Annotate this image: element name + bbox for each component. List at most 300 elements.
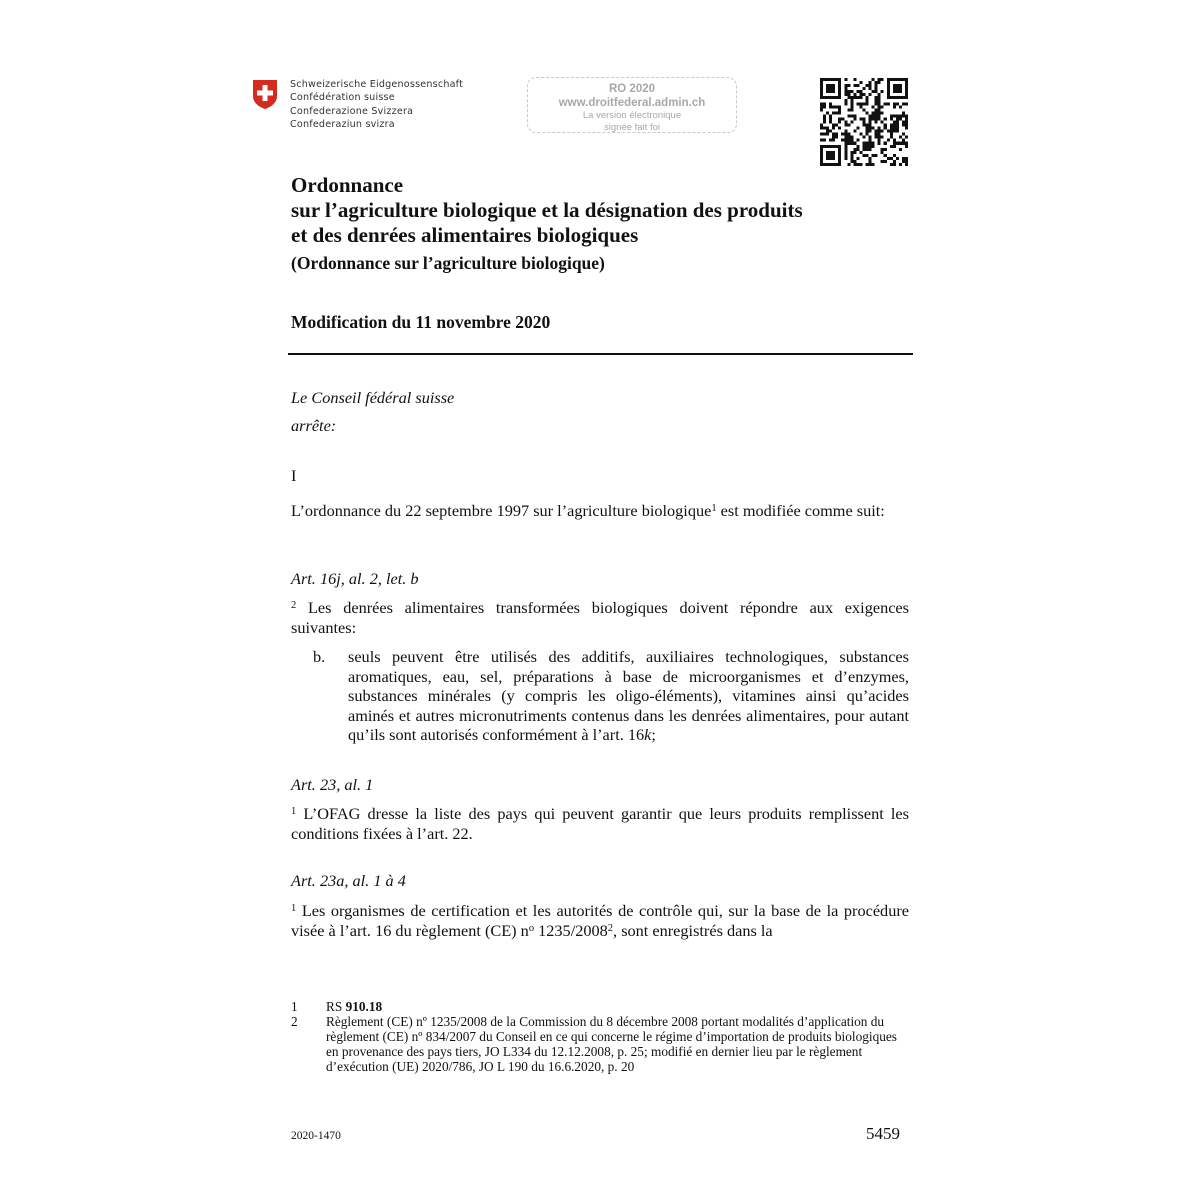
qr-module (853, 151, 856, 154)
qr-module (887, 78, 890, 81)
qr-module (832, 151, 835, 154)
qr-module (878, 142, 881, 145)
qr-module (875, 102, 878, 105)
qr-module (896, 90, 899, 93)
qr-module (850, 120, 853, 123)
qr-module (862, 154, 865, 157)
qr-module (838, 108, 841, 111)
qr-module (832, 78, 835, 81)
qr-module (850, 160, 853, 163)
qr-module (866, 148, 869, 151)
short-title: (Ordonnance sur l’agriculture biologique) (291, 253, 605, 273)
qr-module (847, 90, 850, 93)
qr-module (859, 90, 862, 93)
qr-module (823, 163, 826, 166)
qr-module (826, 127, 829, 130)
qr-module (844, 78, 847, 81)
qr-module (896, 127, 899, 130)
qr-module (866, 145, 869, 148)
confederation-name-rm: Confederaziun svizra (290, 119, 395, 131)
paragraph-text: L’OFAG dresse la liste des pays qui peuvent garantir que leurs produits remplissent les conditions fixées à l’art. 22. (291, 804, 909, 843)
qr-module (829, 105, 832, 108)
qr-module (893, 78, 896, 81)
qr-module (875, 136, 878, 139)
qr-module (853, 148, 856, 151)
qr-module (826, 96, 829, 99)
qr-module (893, 163, 896, 166)
qr-module (869, 142, 872, 145)
qr-module (869, 87, 872, 90)
document-title (291, 173, 931, 274)
qr-module (869, 136, 872, 139)
qr-module (887, 81, 890, 84)
qr-module (893, 87, 896, 90)
qr-module (893, 90, 896, 93)
qr-module (835, 78, 838, 81)
qr-module (829, 78, 832, 81)
qr-code-icon (820, 78, 908, 166)
qr-module (869, 139, 872, 142)
qr-module (896, 102, 899, 105)
qr-module (893, 142, 896, 145)
qr-module (878, 130, 881, 133)
qr-module (869, 145, 872, 148)
horizontal-divider (288, 353, 913, 355)
qr-module (844, 93, 847, 96)
qr-module (893, 124, 896, 127)
qr-module (878, 114, 881, 117)
title-line-1: Ordonnance (291, 173, 404, 197)
qr-module (890, 117, 893, 120)
confederation-name-de: Schweizerische Eidgenossenschaft (290, 79, 464, 90)
qr-module (820, 148, 823, 151)
qr-module (869, 148, 872, 151)
qr-module (832, 90, 835, 93)
qr-module (875, 117, 878, 120)
qr-module (905, 117, 908, 120)
qr-module (872, 105, 875, 108)
qr-module (878, 93, 881, 96)
qr-module (856, 157, 859, 160)
qr-module (838, 120, 841, 123)
qr-module (844, 120, 847, 123)
qr-module (826, 111, 829, 114)
qr-module (853, 142, 856, 145)
qr-module (869, 120, 872, 123)
qr-module (875, 111, 878, 114)
qr-module (905, 114, 908, 117)
qr-module (850, 136, 853, 139)
qr-module (829, 84, 832, 87)
qr-module (878, 127, 881, 130)
official-publication-stamp (527, 77, 737, 133)
qr-module (859, 105, 862, 108)
qr-module (866, 102, 869, 105)
qr-module (887, 87, 890, 90)
qr-module (881, 78, 884, 81)
qr-module (826, 90, 829, 93)
qr-module (826, 154, 829, 157)
qr-module (859, 117, 862, 120)
paragraph-number: 1 (291, 903, 297, 914)
qr-module (862, 145, 865, 148)
qr-module (881, 111, 884, 114)
qr-module (905, 124, 908, 127)
qr-module (832, 124, 835, 127)
qr-module (850, 151, 853, 154)
qr-module (878, 99, 881, 102)
intro-text: L’ordonnance du 22 septembre 1997 sur l’agriculture biologique (291, 501, 712, 520)
qr-module (844, 90, 847, 93)
qr-module (829, 114, 832, 117)
qr-module (869, 160, 872, 163)
qr-module (890, 114, 893, 117)
qr-module (850, 108, 853, 111)
qr-module (826, 133, 829, 136)
qr-module (902, 114, 905, 117)
qr-module (869, 114, 872, 117)
qr-module (829, 157, 832, 160)
article-paragraph (291, 598, 909, 637)
stamp-website: www.droitfederal.admin.ch (558, 97, 706, 109)
qr-module (826, 157, 829, 160)
qr-module (838, 93, 841, 96)
qr-module (884, 148, 887, 151)
qr-module (850, 99, 853, 102)
qr-module (829, 139, 832, 142)
list-item-end: ; (651, 725, 656, 744)
confederation-name-it: Confederazione Svizzera (290, 105, 414, 117)
qr-module (902, 139, 905, 142)
qr-module (862, 124, 865, 127)
qr-module (899, 117, 902, 120)
footnote-ref: 1 (711, 503, 717, 514)
qr-module (850, 142, 853, 145)
qr-module (899, 105, 902, 108)
qr-module (823, 114, 826, 117)
qr-module (856, 139, 859, 142)
qr-module (859, 96, 862, 99)
qr-module (853, 130, 856, 133)
qr-module (890, 133, 893, 136)
qr-module (820, 127, 823, 130)
qr-module (820, 87, 823, 90)
article-paragraph (291, 804, 909, 843)
qr-module (844, 99, 847, 102)
qr-module (890, 136, 893, 139)
qr-module (826, 87, 829, 90)
preamble (291, 384, 454, 440)
qr-module (853, 160, 856, 163)
qr-module (866, 154, 869, 157)
qr-module (893, 84, 896, 87)
qr-module (820, 163, 823, 166)
qr-module (878, 105, 881, 108)
qr-module (820, 90, 823, 93)
qr-module (872, 78, 875, 81)
qr-module (856, 102, 859, 105)
qr-module (838, 96, 841, 99)
qr-module (890, 145, 893, 148)
qr-module (887, 130, 890, 133)
qr-module (820, 102, 823, 105)
qr-module (893, 154, 896, 157)
qr-module (820, 160, 823, 163)
qr-module (887, 139, 890, 142)
qr-module (890, 96, 893, 99)
qr-module (893, 139, 896, 142)
qr-module (835, 136, 838, 139)
qr-module (902, 157, 905, 160)
qr-module (869, 84, 872, 87)
qr-module (847, 84, 850, 87)
paragraph-text: Les denrées alimentaires transformées biologiques doivent répondre aux exigences suivantes: (291, 598, 909, 637)
qr-module (850, 96, 853, 99)
qr-module (826, 84, 829, 87)
qr-module (862, 93, 865, 96)
qr-module (899, 87, 902, 90)
qr-module (890, 130, 893, 133)
qr-module (856, 96, 859, 99)
qr-module (838, 117, 841, 120)
qr-module (829, 163, 832, 166)
qr-module (820, 105, 823, 108)
qr-module (905, 127, 908, 130)
qr-module (896, 87, 899, 90)
qr-module (838, 160, 841, 163)
qr-module (838, 163, 841, 166)
qr-module (835, 145, 838, 148)
qr-module (896, 114, 899, 117)
footnote-text: Règlement (CE) nº 1235/2008 de la Commission du 8 décembre 2008 portant modalités d’application du règlement (CE) nº 834/2007 du Conseil en ce qui concerne le régime d’importation de produits biologiques en provenance des pays tiers, JO L334 du 12.12.2008, p. 25; modifié en dernier lieu par le règlement d’exécution (UE) 2020/786, JO L 190 du 16.6.2020, p. 20 (326, 1014, 897, 1074)
qr-module (866, 96, 869, 99)
qr-module (820, 154, 823, 157)
qr-module (902, 160, 905, 163)
qr-module (875, 130, 878, 133)
qr-module (881, 148, 884, 151)
qr-module (853, 93, 856, 96)
qr-module (859, 81, 862, 84)
paragraph-text-3: , sont enregistrés dans la (613, 920, 773, 940)
qr-module (899, 142, 902, 145)
qr-module (878, 136, 881, 139)
qr-module (869, 163, 872, 166)
qr-module (838, 84, 841, 87)
qr-module (881, 160, 884, 163)
qr-module (899, 84, 902, 87)
qr-module (841, 139, 844, 142)
qr-module (850, 157, 853, 160)
qr-module (887, 96, 890, 99)
qr-module (847, 136, 850, 139)
qr-module (832, 87, 835, 90)
confederation-names (290, 78, 463, 132)
qr-module (884, 117, 887, 120)
qr-module (838, 81, 841, 84)
qr-module (878, 111, 881, 114)
qr-module (902, 96, 905, 99)
qr-module (902, 102, 905, 105)
qr-module (875, 133, 878, 136)
qr-module (829, 117, 832, 120)
qr-module (841, 133, 844, 136)
qr-module (869, 81, 872, 84)
qr-module (823, 120, 826, 123)
paragraph-number: 1 (291, 806, 297, 817)
qr-module (844, 87, 847, 90)
qr-module (875, 120, 878, 123)
qr-module (847, 163, 850, 166)
qr-module (893, 130, 896, 133)
qr-module (881, 136, 884, 139)
qr-module (878, 108, 881, 111)
qr-module (866, 99, 869, 102)
qr-module (835, 111, 838, 114)
qr-module (875, 90, 878, 93)
qr-module (844, 130, 847, 133)
qr-module (866, 84, 869, 87)
qr-module (832, 136, 835, 139)
qr-module (847, 108, 850, 111)
footnote-number: 1 (291, 999, 298, 1014)
qr-module (823, 117, 826, 120)
article-heading: Art. 23a, al. 1 à 4 (291, 871, 406, 890)
qr-module (869, 130, 872, 133)
qr-module (847, 133, 850, 136)
document-number: 2020-1470 (291, 1130, 341, 1142)
qr-module (902, 111, 905, 114)
qr-module (881, 151, 884, 154)
qr-module (844, 133, 847, 136)
qr-module (893, 145, 896, 148)
qr-module (853, 114, 856, 117)
qr-module (869, 93, 872, 96)
qr-module (893, 120, 896, 123)
qr-module (838, 148, 841, 151)
article-heading: Art. 23, al. 1 (291, 775, 374, 794)
qr-module (896, 120, 899, 123)
qr-module (866, 130, 869, 133)
qr-module (875, 154, 878, 157)
paragraph-text-2: 1235/2008 (534, 920, 608, 940)
qr-module (905, 160, 908, 163)
qr-module (893, 96, 896, 99)
list-item-letter: b. (313, 647, 326, 666)
qr-module (899, 136, 902, 139)
qr-module (838, 111, 841, 114)
qr-module (905, 96, 908, 99)
qr-module (872, 90, 875, 93)
qr-module (820, 124, 823, 127)
qr-module (905, 81, 908, 84)
qr-module (832, 96, 835, 99)
qr-module (872, 127, 875, 130)
qr-module (826, 145, 829, 148)
qr-module (859, 102, 862, 105)
list-item-italic: k (644, 725, 652, 744)
qr-module (820, 81, 823, 84)
qr-module (878, 78, 881, 81)
paragraph-text: Les organismes de certification et les autorités de contrôle qui, sur la base de la procédure visée à l’art. 16 du règlement (CE) n (291, 901, 909, 940)
qr-module (905, 157, 908, 160)
qr-module (844, 157, 847, 160)
qr-module (875, 84, 878, 87)
qr-module (862, 108, 865, 111)
qr-module (884, 102, 887, 105)
qr-module (899, 114, 902, 117)
intro-paragraph (291, 501, 909, 521)
article-heading: Art. 16j, al. 2, let. b (291, 569, 419, 588)
qr-module (887, 90, 890, 93)
qr-module (869, 157, 872, 160)
page-number: 5459 (866, 1124, 900, 1143)
qr-module (853, 78, 856, 81)
qr-module (829, 154, 832, 157)
qr-module (862, 136, 865, 139)
list-item-body: seuls peuvent être utilisés des additifs, auxiliaires technologiques, substances aromatiques, eau, sel, préparations à base de microorganismes et d’enzymes, substances minérales (y compris les oligo-éléments), vitamines ainsi qu’acides aminés et autres micronutriments contenus dans les denrées alimentaires, pour autant qu’ils sont autorisés conformément à l’art. 16 (348, 647, 909, 744)
qr-module (847, 93, 850, 96)
qr-module (893, 105, 896, 108)
qr-module (826, 130, 829, 133)
qr-module (905, 136, 908, 139)
superscript-o: o (528, 922, 535, 934)
qr-module (872, 114, 875, 117)
qr-module (890, 157, 893, 160)
qr-module (905, 84, 908, 87)
qr-module (881, 90, 884, 93)
qr-module (835, 133, 838, 136)
qr-module (838, 154, 841, 157)
qr-module (820, 157, 823, 160)
qr-module (896, 96, 899, 99)
qr-module (859, 93, 862, 96)
qr-module (872, 145, 875, 148)
intro-text-end: est modifiée comme suit: (716, 501, 885, 520)
qr-module (884, 142, 887, 145)
qr-module (862, 120, 865, 123)
qr-module (866, 111, 869, 114)
paragraph-number: 2 (291, 600, 297, 611)
qr-module (838, 90, 841, 93)
qr-module (905, 93, 908, 96)
qr-module (832, 111, 835, 114)
qr-module (853, 163, 856, 166)
qr-module (872, 163, 875, 166)
qr-module (856, 127, 859, 130)
stamp-ro-label: RO 2020 (608, 83, 656, 95)
qr-module (866, 124, 869, 127)
qr-module (823, 127, 826, 130)
qr-module (881, 105, 884, 108)
qr-module (847, 142, 850, 145)
qr-module (862, 102, 865, 105)
qr-module (823, 78, 826, 81)
qr-module (844, 142, 847, 145)
list-item-text (348, 647, 909, 745)
qr-module (896, 78, 899, 81)
qr-module (856, 163, 859, 166)
qr-module (856, 145, 859, 148)
qr-module (856, 148, 859, 151)
qr-module (893, 102, 896, 105)
qr-module (823, 105, 826, 108)
footnote-ref: 2 (607, 922, 614, 934)
qr-module (881, 120, 884, 123)
qr-module (835, 105, 838, 108)
qr-module (847, 124, 850, 127)
qr-module (823, 102, 826, 105)
qr-module (820, 93, 823, 96)
